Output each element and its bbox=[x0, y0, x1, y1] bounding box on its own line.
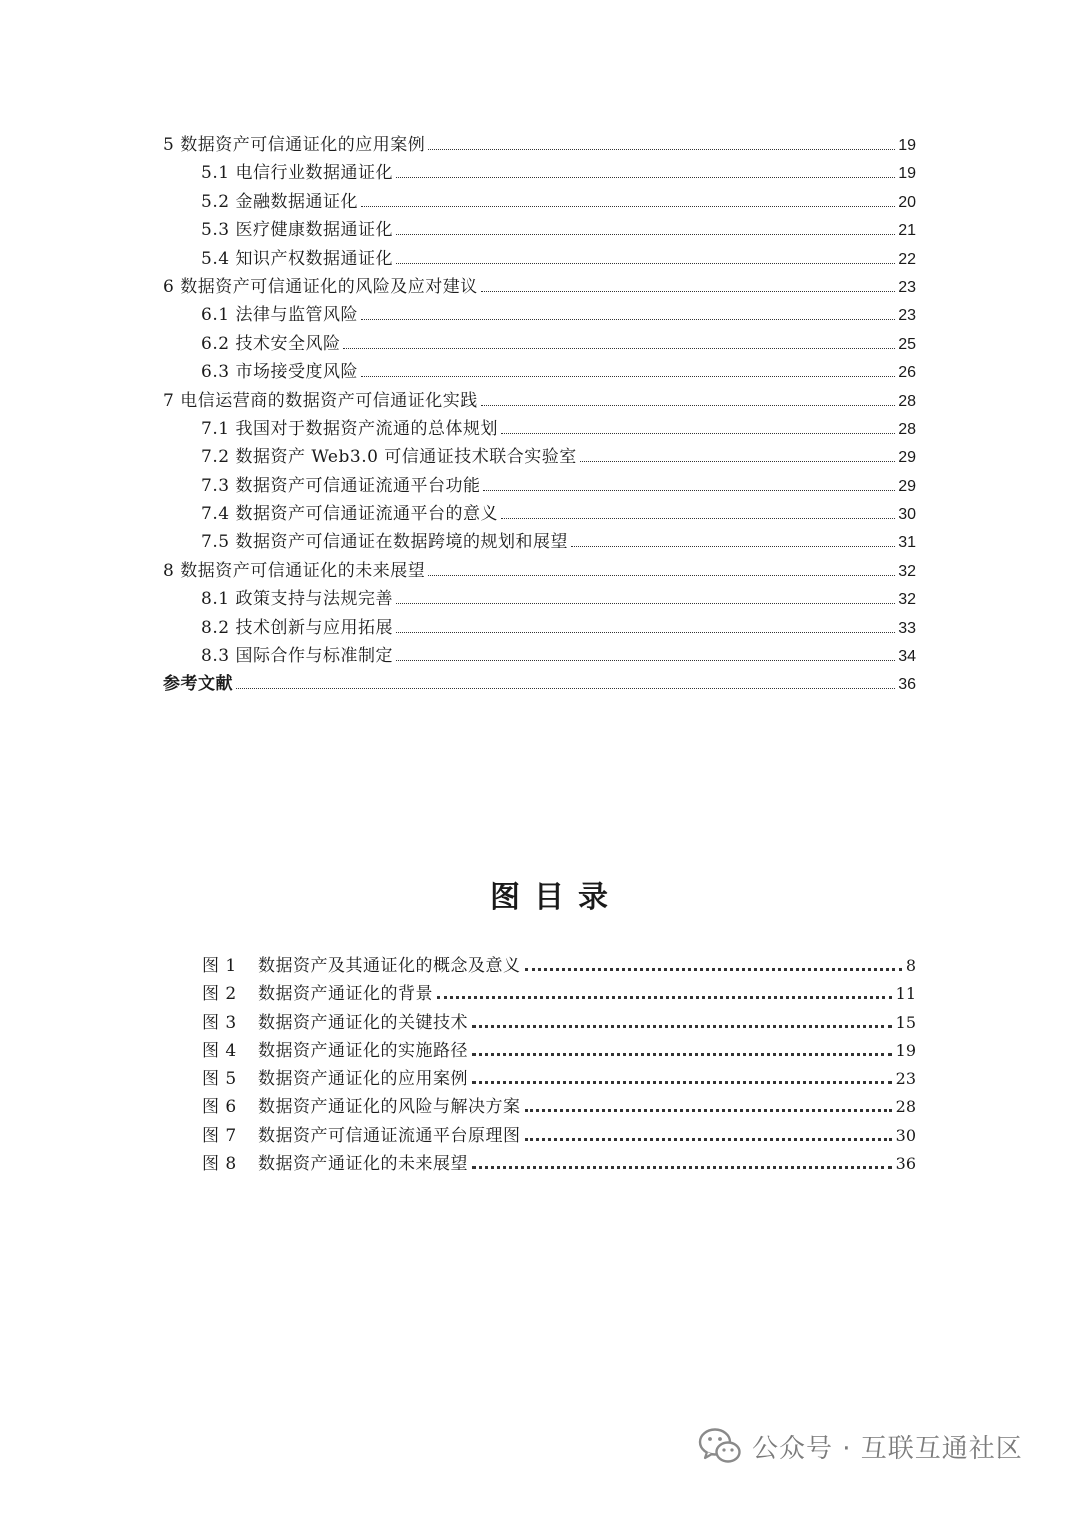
wechat-icon bbox=[698, 1426, 742, 1466]
figure-entry-number: 图 5 bbox=[202, 1069, 237, 1090]
figure-index-list bbox=[202, 952, 916, 1178]
figure-entry-number: 图 4 bbox=[202, 1040, 237, 1061]
toc-entry-page: 23 bbox=[898, 278, 916, 296]
dot-leader bbox=[580, 461, 895, 462]
toc-entry-label: 7 电信运营商的数据资产可信通证化实践 bbox=[163, 390, 478, 411]
toc-entry-label: 7.5 数据资产可信通证在数据跨境的规划和展望 bbox=[201, 532, 568, 553]
toc-entry bbox=[163, 301, 916, 329]
dot-leader bbox=[483, 490, 895, 491]
toc-entry-page: 36 bbox=[898, 676, 916, 694]
figure-entry-number: 图 8 bbox=[202, 1154, 237, 1175]
dot-leader bbox=[396, 660, 895, 661]
toc-entry-label: 6.1 法律与监管风险 bbox=[201, 305, 358, 326]
toc-entry bbox=[163, 330, 916, 358]
figure-entry-page: 30 bbox=[895, 1125, 916, 1145]
dot-leader bbox=[501, 518, 895, 519]
toc-entry-label: 参考文献 bbox=[163, 674, 233, 694]
toc-entry bbox=[163, 443, 916, 471]
toc-entry-label: 5 数据资产可信通证化的应用案例 bbox=[163, 135, 426, 155]
toc-entry-page: 20 bbox=[898, 193, 916, 211]
toc-entry-page: 19 bbox=[898, 165, 916, 183]
toc-entry bbox=[163, 528, 916, 556]
toc-entry bbox=[163, 245, 916, 273]
figure-entry-number: 图 6 bbox=[202, 1097, 237, 1118]
dot-leader bbox=[437, 996, 892, 999]
dot-leader bbox=[481, 291, 895, 292]
toc-entry-page: 23 bbox=[898, 307, 916, 325]
toc-entry bbox=[163, 585, 916, 613]
figure-entry bbox=[202, 1065, 916, 1093]
toc-entry-label: 7.4 数据资产可信通证流通平台的意义 bbox=[201, 504, 498, 525]
figure-entry-title bbox=[202, 952, 521, 980]
toc-entry-label: 8.3 国际合作与标准制定 bbox=[201, 646, 393, 667]
toc-entry bbox=[163, 642, 916, 670]
figure-entry-page: 8 bbox=[905, 956, 916, 975]
figure-entry-label: 数据资产通证化的关键技术 bbox=[258, 1012, 468, 1033]
toc-entry-page: 26 bbox=[898, 364, 916, 382]
figure-entry-title bbox=[202, 1122, 521, 1150]
watermark-text: 公众号 · 互联互通社区 bbox=[752, 1433, 1023, 1464]
toc-entry-label: 7.2 数据资产 Web3.0 可信通证技术联合实验室 bbox=[201, 447, 577, 468]
figure-index-title: 图目录 bbox=[490, 880, 622, 915]
figure-entry-number: 图 3 bbox=[202, 1012, 237, 1033]
figure-entry-number: 图 1 bbox=[202, 956, 237, 976]
toc-entry-page: 31 bbox=[898, 534, 916, 552]
toc-entry-page: 22 bbox=[898, 250, 916, 268]
dot-leader bbox=[236, 688, 895, 689]
dot-leader bbox=[472, 1053, 892, 1056]
dot-leader bbox=[501, 433, 895, 434]
toc-entry-label: 8 数据资产可信通证化的未来展望 bbox=[163, 560, 426, 581]
figure-entry-title bbox=[202, 1093, 521, 1121]
toc-entry-label: 6.3 市场接受度风险 bbox=[201, 362, 358, 383]
toc-entry-label: 5.2 金融数据通证化 bbox=[201, 191, 358, 212]
dot-leader bbox=[396, 603, 895, 604]
toc-entry-page: 32 bbox=[898, 562, 916, 580]
figure-entry bbox=[202, 1009, 916, 1037]
toc-entry bbox=[163, 387, 916, 415]
toc-entry-page: 21 bbox=[898, 222, 916, 240]
dot-leader bbox=[396, 177, 895, 178]
dot-leader bbox=[428, 149, 895, 150]
dot-leader bbox=[472, 1081, 892, 1084]
figure-entry-page: 15 bbox=[895, 1012, 916, 1032]
figure-entry bbox=[202, 1093, 916, 1121]
toc-entry bbox=[163, 188, 916, 216]
dot-leader bbox=[343, 348, 895, 349]
toc-entry-page: 29 bbox=[898, 477, 916, 495]
toc-entry-label: 5.4 知识产权数据通证化 bbox=[201, 248, 393, 269]
figure-entry-title bbox=[202, 1150, 468, 1178]
table-of-contents bbox=[163, 131, 916, 699]
toc-entry bbox=[163, 614, 916, 642]
toc-entry-label: 6.2 技术安全风险 bbox=[201, 333, 341, 354]
figure-entry-label: 数据资产通证化的实施路径 bbox=[258, 1040, 468, 1061]
toc-entry-page: 25 bbox=[898, 335, 916, 353]
dot-leader bbox=[571, 546, 895, 547]
dot-leader bbox=[396, 632, 895, 633]
dot-leader bbox=[396, 263, 895, 264]
figure-entry-title bbox=[202, 1065, 468, 1093]
figure-entry-number: 图 2 bbox=[202, 984, 237, 1005]
figure-entry bbox=[202, 952, 916, 980]
toc-entry-label: 5.1 电信行业数据通证化 bbox=[201, 163, 393, 184]
dot-leader bbox=[396, 234, 895, 235]
toc-entry bbox=[163, 358, 916, 386]
toc-entry-page: 28 bbox=[898, 392, 916, 410]
toc-entry-label: 8.2 技术创新与应用拓展 bbox=[201, 617, 393, 638]
dot-leader bbox=[361, 376, 895, 377]
toc-entry bbox=[163, 415, 916, 443]
dot-leader bbox=[525, 1109, 892, 1112]
figure-entry-title bbox=[202, 1009, 468, 1037]
figure-entry bbox=[202, 980, 916, 1008]
toc-entry-label: 7.3 数据资产可信通证流通平台功能 bbox=[201, 475, 481, 496]
figure-entry-label: 数据资产及其通证化的概念及意义 bbox=[258, 956, 521, 976]
toc-entry bbox=[163, 273, 916, 301]
dot-leader bbox=[525, 1138, 892, 1141]
figure-entry-title bbox=[202, 980, 433, 1008]
dot-leader bbox=[481, 405, 895, 406]
figure-entry bbox=[202, 1122, 916, 1150]
toc-entry-page: 30 bbox=[898, 506, 916, 524]
dot-leader bbox=[361, 319, 895, 320]
toc-entry-label: 5.3 医疗健康数据通证化 bbox=[201, 220, 393, 241]
dot-leader bbox=[361, 206, 895, 207]
dot-leader bbox=[525, 968, 902, 971]
figure-entry-label: 数据资产通证化的背景 bbox=[258, 984, 433, 1005]
dot-leader bbox=[472, 1166, 892, 1169]
dot-leader bbox=[472, 1025, 892, 1028]
toc-entry-page: 34 bbox=[898, 648, 916, 666]
figure-entry-page: 23 bbox=[895, 1069, 916, 1089]
figure-entry-title bbox=[202, 1037, 468, 1065]
toc-entry-page: 33 bbox=[898, 619, 916, 637]
toc-entry-page: 29 bbox=[898, 449, 916, 467]
figure-entry-page: 19 bbox=[895, 1040, 916, 1060]
toc-entry bbox=[163, 472, 916, 500]
figure-entry-label: 数据资产可信通证流通平台原理图 bbox=[258, 1125, 521, 1146]
toc-entry-label: 8.1 政策支持与法规完善 bbox=[201, 589, 393, 610]
dot-leader bbox=[428, 575, 895, 576]
figure-entry-label: 数据资产通证化的应用案例 bbox=[258, 1069, 468, 1090]
figure-entry-label: 数据资产通证化的未来展望 bbox=[258, 1154, 468, 1175]
toc-entry-label: 6 数据资产可信通证化的风险及应对建议 bbox=[163, 276, 478, 297]
toc-entry bbox=[163, 159, 916, 187]
figure-entry-label: 数据资产通证化的风险与解决方案 bbox=[258, 1097, 521, 1118]
toc-entry bbox=[163, 216, 916, 244]
toc-entry-page: 32 bbox=[898, 591, 916, 609]
figure-entry-number: 图 7 bbox=[202, 1125, 237, 1146]
toc-entry-page: 28 bbox=[898, 420, 916, 438]
toc-entry-page: 19 bbox=[898, 137, 916, 154]
figure-entry-page: 28 bbox=[895, 1097, 916, 1117]
toc-entry-label: 7.1 我国对于数据资产流通的总体规划 bbox=[201, 418, 498, 439]
toc-entry bbox=[163, 131, 916, 159]
toc-entry bbox=[163, 670, 916, 698]
toc-entry bbox=[163, 557, 916, 585]
figure-entry bbox=[202, 1150, 916, 1178]
toc-entry bbox=[163, 500, 916, 528]
figure-entry bbox=[202, 1037, 916, 1065]
figure-entry-page: 36 bbox=[895, 1154, 916, 1174]
watermark bbox=[698, 1422, 1023, 1470]
figure-entry-page: 11 bbox=[895, 984, 916, 1004]
